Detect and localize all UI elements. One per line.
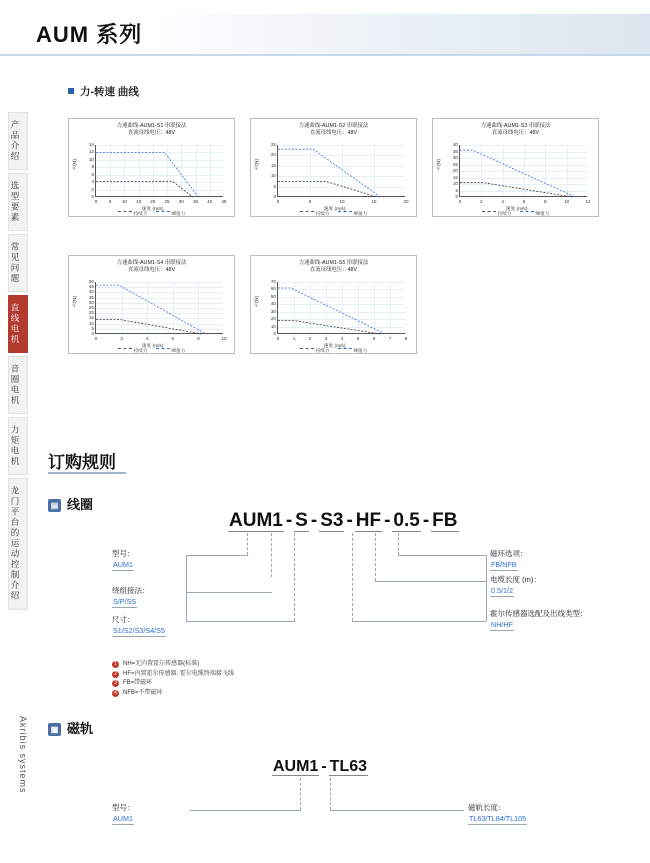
- chart-ylabel: 力(N): [437, 159, 442, 171]
- magtrack-part-number: AUM1 - TL63: [273, 758, 368, 775]
- page-header: [0, 14, 650, 56]
- leader-line: [186, 621, 295, 622]
- footnote-item: 2 HF=内置霍尔传感器, 霍尔电缆终端接飞线: [112, 670, 234, 680]
- code-segment-model: AUM1: [229, 510, 283, 531]
- sidebar-item-linear-motor[interactable]: 直线电机: [8, 295, 28, 353]
- sidebar-tabs: [8, 112, 28, 613]
- sidebar-item-selection[interactable]: 选型要素: [8, 173, 28, 231]
- chart-legend: 持续力 峰值力: [433, 211, 598, 217]
- chart-title: 力速曲线-AUM1-S5 串联接法 直流母线电压：48V: [298, 260, 369, 273]
- chart-xlabel: 速度 (m/s): [141, 207, 164, 212]
- chart-plot-area: 14 12 10 8 6 4 2 0 0 5 10 15 20 25 30 35 40 45: [88, 142, 227, 204]
- chart-aum1-s2: [250, 118, 417, 217]
- sidebar-item-gantry-motion-control[interactable]: 龙门平台的运动控制介绍: [8, 478, 28, 610]
- chart-aum1-s5: [250, 255, 417, 354]
- footnote-number: 3: [112, 680, 119, 687]
- chart-ylabel: 力(N): [73, 159, 78, 171]
- footnote-number: 2: [112, 671, 119, 678]
- chart-xlabel: 速度 (m/s): [141, 344, 164, 349]
- footnote-number: 4: [112, 690, 119, 697]
- chart-plot-area: 40 35 30 25 20 15 10 5 0 0 2 4 6 8 10 12: [452, 142, 591, 204]
- chart-aum1-s3: [432, 118, 599, 217]
- footnote-item: 3 FB=带磁环: [112, 679, 234, 689]
- chart-series-lines: [270, 279, 408, 341]
- code-segment-size: S3: [320, 510, 344, 531]
- chart-plot-area: 50 45 40 35 30 25 20 15 10 5 0 0 2 4 6 8 10: [88, 279, 227, 341]
- chart-xlabel: 速度 (m/s): [323, 344, 346, 349]
- footnote-item: 1 NH=无内置霍尔传感器(标准): [112, 660, 234, 670]
- leader-line: [294, 533, 295, 621]
- leader-line: [398, 555, 486, 556]
- chart-title: 力速曲线-AUM1-S2 串联接法 直流母线电压：48V: [298, 123, 369, 136]
- footnote-number: 1: [112, 661, 119, 668]
- order-rules-underline: [48, 472, 126, 474]
- chart-legend: 持续力 峰值力: [251, 211, 416, 217]
- code-segment-winding: S: [295, 510, 308, 531]
- leader-line: [352, 621, 486, 622]
- callout-model: 型号： AUM1: [112, 549, 135, 569]
- chart-series-lines: [270, 142, 409, 204]
- chart-aum1-s4: [68, 255, 235, 354]
- leader-line: [186, 592, 272, 593]
- leader-line: [486, 555, 487, 621]
- leader-line: [186, 555, 187, 621]
- page-title: AUM 系列: [36, 22, 143, 47]
- chart-title: 力速曲线-AUM1-S3 串联接法 直流母线电压：48V: [480, 123, 551, 136]
- leader-line: [271, 533, 272, 577]
- code-segment-model: AUM1: [273, 758, 319, 775]
- order-rules-title: 订购规则: [48, 453, 116, 472]
- force-speed-curve-heading: 力-转速 曲线: [68, 84, 139, 99]
- code-segment-magnet-ring: FB: [432, 510, 458, 531]
- magtrack-section-heading: ▦ 磁轨: [48, 718, 93, 737]
- chart-title: 力速曲线-AUM1-S4 串联接法 直流母线电压：48V: [116, 260, 187, 273]
- chart-ylabel: 力(N): [255, 159, 260, 171]
- callout-magnet-ring: 磁环选项： FB/NFB: [490, 549, 528, 569]
- leader-line: [190, 810, 301, 811]
- chart-aum1-s1: [68, 118, 235, 217]
- leader-line: [186, 555, 248, 556]
- sidebar-item-product-intro[interactable]: 产品介绍: [8, 112, 28, 170]
- coil-icon: ▤: [48, 499, 61, 512]
- coil-part-number: AUM1 - S - S3 - HF - 0.5 - FB: [229, 510, 458, 531]
- coil-section-heading: ▤ 线圈: [48, 494, 93, 513]
- code-segment-track-length: TL63: [329, 758, 368, 775]
- chart-title: 力速曲线-AUM1-S1 串联接法 直流母线电压：48V: [116, 123, 187, 136]
- leader-line: [330, 778, 331, 810]
- bullet-square-icon: [68, 88, 74, 94]
- leader-line: [398, 533, 399, 555]
- header-divider: [0, 54, 650, 56]
- footnote-item: 4 NFB=不带磁环: [112, 689, 234, 699]
- callout-cable-length: 电缆长度 (m)： 0.5/1/2: [490, 575, 541, 595]
- callout-size: 尺寸： S1/S2/S3/S4/S5: [112, 615, 165, 635]
- sidebar-item-faq[interactable]: 常见问题: [8, 234, 28, 292]
- chart-legend: 持续力 峰值力: [69, 211, 234, 217]
- callout-magtrack-length: 磁轨长度： TL63/TL84/TL105: [468, 803, 527, 823]
- callout-winding: 绕组接法： S/P/SS: [112, 586, 150, 606]
- callout-magtrack-model: 型号： AUM1: [112, 803, 135, 823]
- leader-line: [330, 810, 464, 811]
- leader-line: [352, 533, 353, 621]
- chart-xlabel: 速度 (m/s): [505, 207, 528, 212]
- chart-series-lines: [88, 142, 227, 204]
- chart-legend: 持续力 峰值力: [251, 348, 416, 354]
- leader-line: [247, 533, 248, 555]
- leader-line: [300, 778, 301, 810]
- chart-xlabel: 速度 (m/s): [323, 207, 346, 212]
- code-segment-cable: 0.5: [393, 510, 420, 531]
- chart-series-lines: [88, 279, 227, 341]
- chart-ylabel: 力(N): [73, 296, 78, 308]
- chart-legend: 持续力 峰值力: [69, 348, 234, 354]
- leader-line: [375, 581, 486, 582]
- chart-plot-area: 25 20 15 10 5 0 0 5 10 15 20: [270, 142, 409, 204]
- brand-name: Akribis systems: [18, 716, 28, 794]
- sidebar-item-voice-coil-motor[interactable]: 音圈电机: [8, 356, 28, 414]
- footnotes-list: [112, 660, 234, 698]
- magtrack-icon: ▦: [48, 723, 61, 736]
- chart-ylabel: 力(N): [255, 296, 260, 308]
- code-segment-hall: HF: [355, 510, 382, 531]
- chart-plot-area: 70 60 50 40 30 20 10 0 0 1 2 3 4 5 6 7 8: [270, 279, 408, 341]
- chart-series-lines: [452, 142, 591, 204]
- sidebar-item-torque-motor[interactable]: 力矩电机: [8, 417, 28, 475]
- leader-line: [375, 533, 376, 581]
- callout-hall-sensor: 霍尔传感器选配及出线类型： NH/HF: [490, 609, 588, 629]
